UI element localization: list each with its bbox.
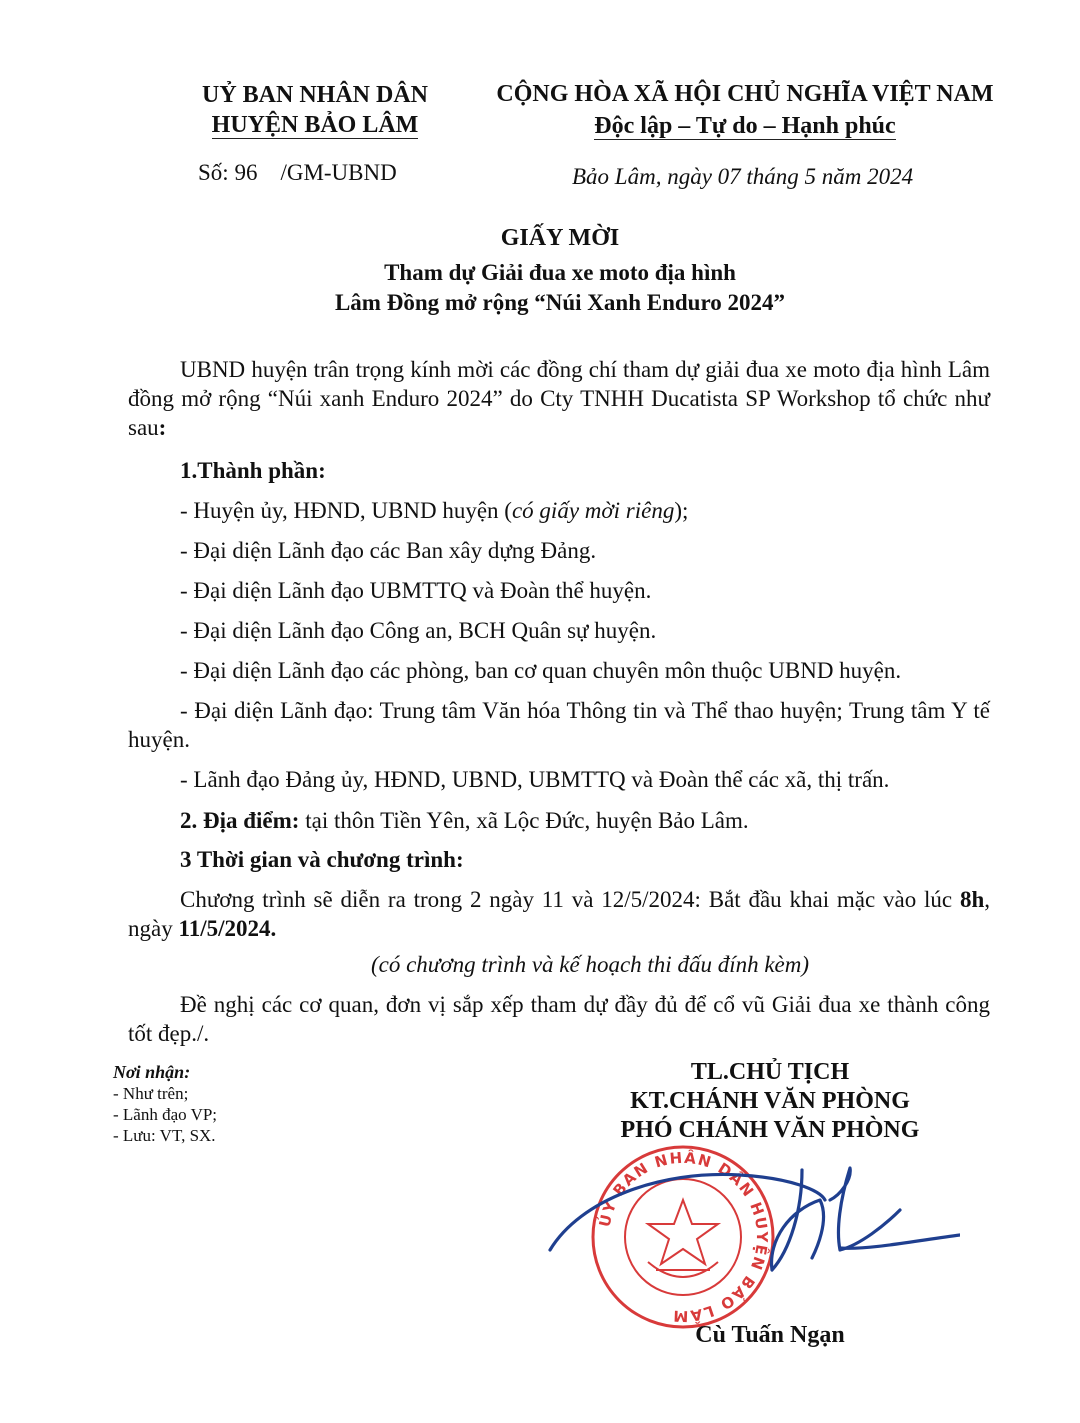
attachment-note: (có chương trình và kế hoạch thi đấu đính kèm) [370,952,810,977]
recipient-line: - Lãnh đạo VP; [113,1105,218,1124]
closing-paragraph: Đề nghị các cơ quan, đơn vị sắp xếp tham dự đầy đủ để cổ vũ Giải đua xe thành công tốt đẹp./. [128,992,990,1046]
document-number-value: 96 [234,160,258,185]
recipient-line: - Lưu: VT, SX. [113,1126,216,1145]
document-subject: Tham dự Giải đua xe moto địa hình Lâm Đồng mở rộng “Núi Xanh Enduro 2024” [334,260,786,315]
republic-name: CỘNG HÒA XÃ HỘI CHỦ NGHĨA VIỆT NAM [496,81,994,107]
list-item: - Đại diện Lãnh đạo các phòng, ban cơ quan chuyên môn thuộc UBND huyện. [180,658,902,683]
section-1-heading: 1.Thành phần: [180,458,326,483]
signer-name: Cù Tuấn Ngạn [695,1322,845,1348]
list-item: - Huyện ủy, HĐND, UBND huyện (có giấy mời riêng); [180,498,689,523]
issuer-line-1: UỶ BAN NHÂN DÂN [202,82,428,108]
section-3-heading: 3 Thời gian và chương trình: [180,847,464,872]
schedule-paragraph: Chương trình sẽ diễn ra trong 2 ngày 11 và 12/5/2024: Bắt đầu khai mặc vào lúc 8h, ngày 11/5/2024. [128,887,990,941]
issuer-line-2: HUYỆN BẢO LÂM [211,112,419,138]
national-motto-block [480,78,1010,142]
list-item: - Lãnh đạo Đảng ủy, HĐND, UBND, UBMTTQ và Đoàn thể các xã, thị trấn. [180,767,890,792]
stamp-lettering: ỦY BAN NHÂN DÂN HUYỆN BẢO LÂM [595,1148,772,1326]
signature-titles: TL.CHỦ TỊCH KT.CHÁNH VĂN PHÒNG PHÓ CHÁNH VĂN PHÒNG [620,1059,920,1143]
document-body [128,355,990,442]
list-item: - Đại diện Lãnh đạo các Ban xây dựng Đảng. [180,538,597,563]
section-2-location: 2. Địa điểm: tại thôn Tiền Yên, xã Lộc Đức, huyện Bảo Lâm. [180,808,749,833]
issuer-block [120,80,510,140]
place-and-date: Bảo Lâm, ngày 07 tháng 5 năm 2024 [572,164,914,189]
list-item: - Đại diện Lãnh đạo Công an, BCH Quân sự huyện. [180,618,657,643]
recipient-line: - Như trên; [113,1084,189,1103]
handwritten-signature [540,1140,960,1290]
national-motto: Độc lập – Tự do – Hạnh phúc [594,113,896,139]
recipients-block [113,1062,413,1146]
document-number: Số: 96 /GM-UBND [198,160,397,185]
recipients-label: Nơi nhận: [113,1062,191,1082]
document-title: GIẤY MỜI [500,225,620,251]
intro-paragraph: UBND huyện trân trọng kính mời các đồng chí tham dự giải đua xe moto địa hình Lâm đồng mở rộng “Núi xanh Enduro 2024” do Cty TNHH Ducatista SP Workshop tổ chức như sau: [128,357,990,440]
list-item: - Đại diện Lãnh đạo: Trung tâm Văn hóa Thông tin và Thể thao huyện; Trung tâm Y tế huyện. [128,698,990,752]
list-item: - Đại diện Lãnh đạo UBMTTQ và Đoàn thể huyện. [180,578,652,603]
